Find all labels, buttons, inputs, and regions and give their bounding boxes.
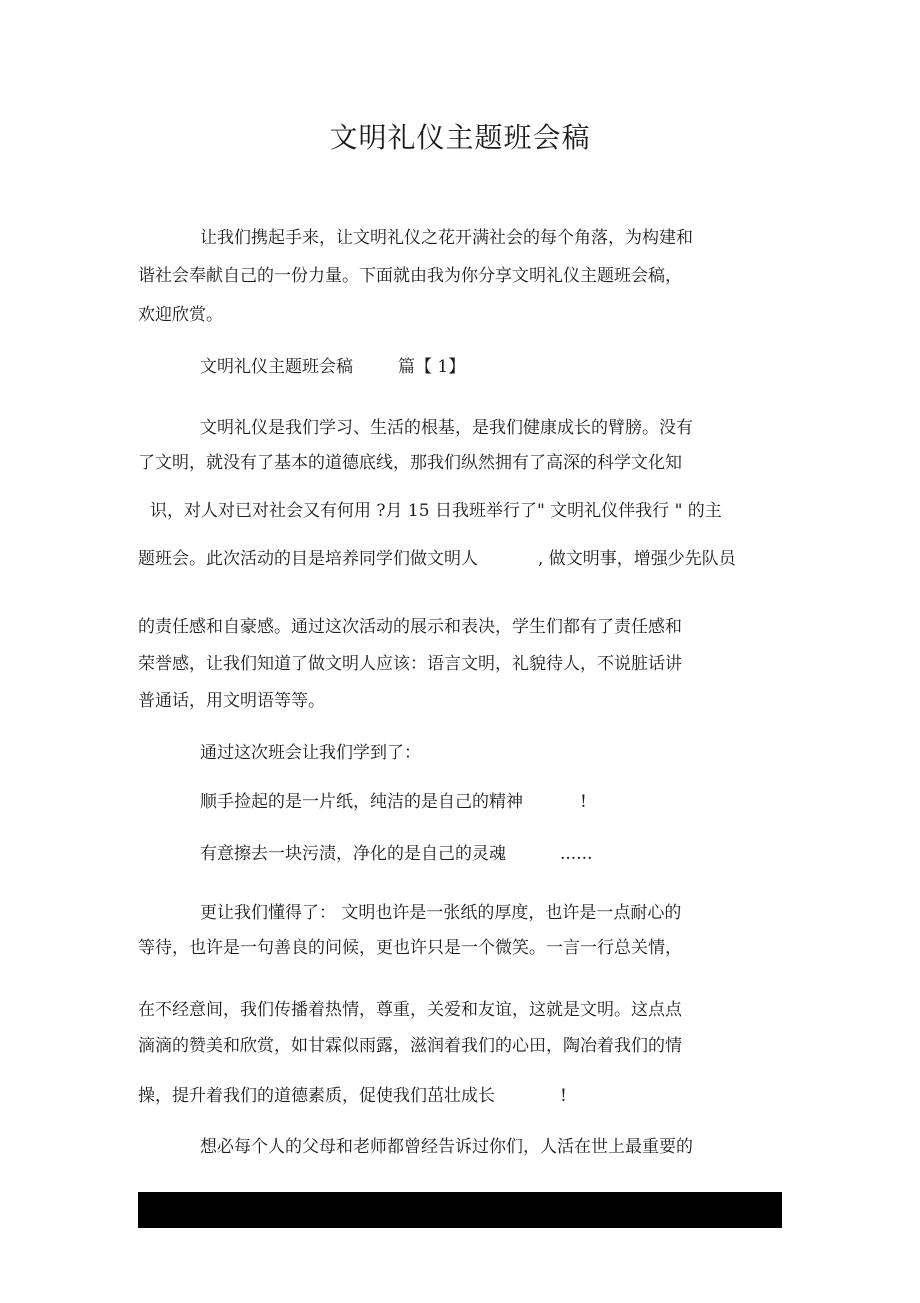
redaction-bar xyxy=(138,1192,782,1228)
paragraph-line: 欢迎欣赏。 xyxy=(138,305,223,325)
paragraph-line: , 做文明事，增强少先队员 xyxy=(538,549,736,569)
paragraph-line: 顺手捡起的是一片纸，纯洁的是自己的精神 xyxy=(200,792,523,812)
paragraph-line: 识，对人对已对社会又有何用 ?月 15 日我班举行了" 文明礼仪伴我行 " 的主 xyxy=(150,501,722,521)
paragraph-line: 滴滴的赞美和欣赏，如甘霖似雨露，滋润着我们的心田，陶冶着我们的情 xyxy=(138,1036,682,1056)
section-number: 篇【 1】 xyxy=(398,357,466,377)
paragraph-line: 通过这次班会让我们学到了： xyxy=(200,743,421,763)
paragraph-line: 荣誉感，让我们知道了做文明人应该：语言文明，礼貌待人，不说脏话讲 xyxy=(138,654,682,674)
paragraph-line: 的责任感和自豪感。通过这次活动的展示和表决，学生们都有了责任感和 xyxy=(138,617,682,637)
paragraph-line: 想必每个人的父母和老师都曾经告诉过你们，人活在世上最重要的 xyxy=(200,1137,693,1157)
section-heading: 文明礼仪主题班会稿 xyxy=(200,357,353,377)
punctuation: ! xyxy=(580,792,587,812)
page-title: 文明礼仪主题班会稿 xyxy=(329,121,591,154)
punctuation: ! xyxy=(560,1086,567,1106)
paragraph-line: 了文明，就没有了基本的道德底线，那我们纵然拥有了高深的科学文化知 xyxy=(138,453,682,473)
paragraph-line: 更让我们懂得了： 文明也许是一张纸的厚度，也许是一点耐心的 xyxy=(200,903,682,923)
paragraph-line: 谐社会奉献自己的一份力量。下面就由我为你分享文明礼仪主题班会稿， xyxy=(138,266,682,286)
paragraph-line: 题班会。此次活动的目是培养同学们做文明人 xyxy=(138,549,478,569)
paragraph-line: 文明礼仪是我们学习、生活的根基，是我们健康成长的臂膀。没有 xyxy=(200,418,693,438)
paragraph-line: 普通话，用文明语等等。 xyxy=(138,691,325,711)
paragraph-line: 有意擦去一块污渍，净化的是自己的灵魂 xyxy=(200,844,506,864)
paragraph-line: 在不经意间，我们传播着热情，尊重，关爱和友谊，这就是文明。这点点 xyxy=(138,1000,682,1020)
paragraph-line: 让我们携起手来，让文明礼仪之花开满社会的每个角落，为构建和 xyxy=(200,228,693,248)
ellipsis: ...... xyxy=(560,844,593,864)
paragraph-line: 操，提升着我们的道德素质，促使我们茁壮成长 xyxy=(138,1086,495,1106)
paragraph-line: 等待，也许是一句善良的问候，更也许只是一个微笑。一言一行总关情， xyxy=(138,938,682,958)
